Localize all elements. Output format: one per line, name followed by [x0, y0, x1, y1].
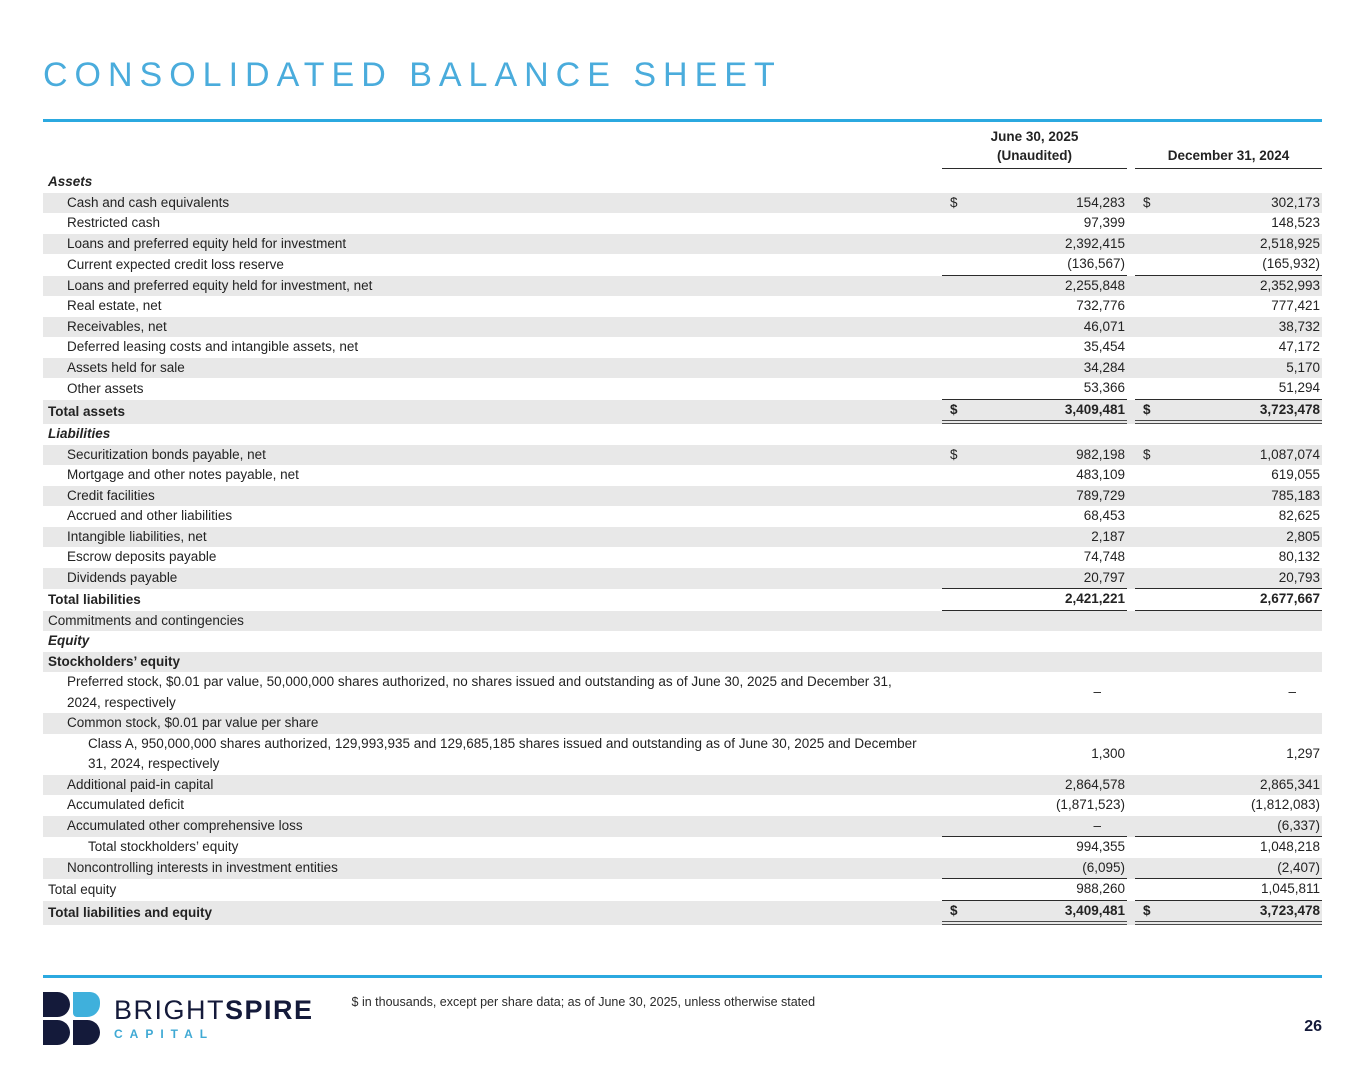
value-cell [1135, 172, 1322, 193]
table-row [43, 901, 1322, 926]
row-label: Assets [48, 174, 93, 189]
row-label: Equity [48, 633, 90, 648]
value-cell [1135, 276, 1322, 297]
table-row [43, 445, 1322, 466]
value: 2,865,341 [1259, 776, 1320, 792]
value-cell [942, 611, 1127, 632]
table-row [43, 879, 1322, 901]
value-cell [942, 193, 1127, 214]
value: 5,170 [1286, 359, 1320, 375]
top-divider [43, 119, 1322, 122]
value: 732,776 [1076, 298, 1125, 313]
value-cell [1135, 486, 1322, 507]
value-cell [1135, 611, 1322, 632]
table-row [43, 652, 1322, 673]
row-label: Credit facilities [67, 487, 155, 503]
table-row [43, 465, 1322, 486]
row-label: Liabilities [48, 426, 111, 441]
value: 20,797 [1083, 569, 1125, 585]
value-cell [1135, 193, 1322, 214]
brightspire-logo-icon [43, 992, 100, 1045]
dollar-sign: $ [1143, 902, 1151, 918]
row-label: Accumulated other comprehensive loss [67, 818, 303, 833]
value: 82,625 [1278, 508, 1320, 523]
dollar-sign: $ [1143, 401, 1151, 417]
value-cell [942, 317, 1127, 338]
value: 47,172 [1278, 339, 1320, 354]
column-header-june-2025 [942, 125, 1127, 169]
dollar-sign: $ [950, 194, 958, 210]
value-cell [942, 713, 1127, 734]
brand-subtitle: CAPITAL [114, 1027, 215, 1041]
value-cell [942, 547, 1127, 568]
row-label: Intangible liabilities, net [67, 528, 207, 544]
value: 38,732 [1278, 318, 1320, 334]
value-cell [1135, 465, 1322, 486]
table-row [43, 276, 1322, 297]
table-row [43, 296, 1322, 317]
value-cell [942, 589, 1127, 611]
value-cell [1135, 234, 1322, 255]
value-cell [942, 631, 1127, 652]
value: (1,871,523) [1055, 797, 1125, 812]
value-cell [1135, 858, 1322, 880]
row-label: Loans and preferred equity held for investment [67, 235, 347, 251]
page-number: 26 [1304, 1018, 1322, 1035]
value-cell [942, 858, 1127, 880]
row-label: Real estate, net [67, 298, 162, 313]
table-row [43, 378, 1322, 400]
column-header-line2: (Unaudited) [997, 148, 1072, 163]
row-label: Loans and preferred equity held for investment, net [67, 277, 373, 293]
table-row [43, 858, 1322, 880]
value: 51,294 [1278, 380, 1320, 395]
value-cell [1135, 589, 1322, 611]
value-cell [1135, 672, 1322, 713]
table-row [43, 254, 1322, 276]
page-footer [43, 986, 1322, 1045]
value: 74,748 [1083, 549, 1125, 564]
column-header-line1: June 30, 2025 [990, 129, 1079, 144]
value: 68,453 [1083, 508, 1125, 523]
table-row [43, 193, 1322, 214]
value: 1,048,218 [1259, 839, 1320, 854]
table-row [43, 672, 1322, 713]
row-label: Total stockholders’ equity [88, 839, 239, 854]
value-cell [1135, 424, 1322, 445]
value-cell [1135, 879, 1322, 901]
value-cell [1135, 506, 1322, 527]
value: 2,421,221 [1064, 591, 1125, 606]
value: 777,421 [1271, 298, 1320, 313]
value-cell [1135, 775, 1322, 796]
value: 483,109 [1076, 467, 1125, 482]
value-cell [942, 254, 1127, 276]
value-cell [1135, 713, 1322, 734]
table-row [43, 213, 1322, 234]
value: 80,132 [1278, 549, 1320, 564]
row-label: Restricted cash [67, 215, 161, 230]
value-cell [1135, 337, 1322, 358]
value: 35,454 [1083, 339, 1125, 354]
logo-shape-top-left [43, 992, 70, 1017]
table-row [43, 795, 1322, 816]
value: 619,055 [1271, 467, 1320, 482]
brightspire-logo [43, 992, 314, 1045]
value: 3,723,478 [1259, 902, 1320, 918]
row-label: Accrued and other liabilities [67, 508, 233, 523]
value-cell [942, 795, 1127, 816]
value-cell [942, 400, 1127, 425]
row-label: Other assets [67, 380, 144, 396]
value-cell [1135, 317, 1322, 338]
logo-shape-bottom-right [73, 1020, 100, 1045]
value-cell [1135, 837, 1322, 858]
value: 2,187 [1091, 528, 1125, 544]
value-cell [942, 486, 1127, 507]
value-cell [942, 506, 1127, 527]
header-label-spacer [43, 125, 934, 169]
table-row [43, 837, 1322, 858]
value-cell [1135, 213, 1322, 234]
value: – [1093, 817, 1101, 833]
value-cell [1135, 631, 1322, 652]
value-cell [942, 527, 1127, 548]
value: 789,729 [1076, 487, 1125, 503]
logo-shape-top-right [73, 992, 100, 1017]
value: 2,864,578 [1064, 776, 1125, 792]
row-label: Cash and cash equivalents [67, 194, 230, 210]
table-body [43, 172, 1322, 925]
row-label: Total liabilities [48, 591, 141, 607]
value-cell [1135, 527, 1322, 548]
row-label: Accumulated deficit [67, 797, 185, 812]
value-cell [942, 296, 1127, 317]
value: 20,793 [1278, 569, 1320, 585]
value-cell [942, 172, 1127, 193]
value-cell [1135, 795, 1322, 816]
value: (2,407) [1277, 859, 1320, 875]
value-cell [942, 672, 1127, 713]
value-cell [1135, 816, 1322, 838]
balance-sheet-table [43, 125, 1322, 925]
value-cell [942, 879, 1127, 901]
value-cell [942, 734, 1127, 775]
table-row [43, 713, 1322, 734]
value-cell [942, 465, 1127, 486]
value-cell [1135, 652, 1322, 673]
value-cell [942, 837, 1127, 858]
value: (1,812,083) [1250, 797, 1320, 812]
value: 46,071 [1083, 318, 1125, 334]
brand-part-bright: BRIGHT [114, 995, 226, 1025]
value: 302,173 [1271, 194, 1320, 210]
row-label: Assets held for sale [67, 359, 185, 375]
value: 2,352,993 [1259, 277, 1320, 293]
row-label: Total equity [48, 881, 117, 897]
value-cell [942, 775, 1127, 796]
table-row [43, 506, 1322, 527]
value: 1,297 [1286, 745, 1320, 761]
table-row [43, 547, 1322, 568]
logo-wordmark [114, 996, 314, 1041]
value-cell [942, 337, 1127, 358]
footnote-text: $ in thousands, except per share data; as of June 30, 2025, unless otherwise stated [351, 995, 816, 1009]
value-cell [1135, 734, 1322, 775]
value-cell [1135, 445, 1322, 466]
value: 3,409,481 [1064, 902, 1125, 918]
value-cell [942, 901, 1127, 926]
value-cell [942, 234, 1127, 255]
table-row [43, 234, 1322, 255]
value: (6,337) [1277, 817, 1320, 833]
value: 1,045,811 [1260, 881, 1320, 896]
value-cell [942, 445, 1127, 466]
value: 2,805 [1286, 528, 1320, 544]
table-row [43, 611, 1322, 632]
value-cell [1135, 296, 1322, 317]
row-label: Stockholders’ equity [48, 653, 181, 669]
value-cell [1135, 358, 1322, 379]
value-cell [1135, 400, 1322, 425]
value-cell [942, 378, 1127, 400]
value: 988,260 [1076, 881, 1125, 896]
row-label: Commitments and contingencies [48, 612, 244, 628]
row-label: Dividends payable [67, 570, 178, 585]
value-cell [942, 568, 1127, 590]
row-label: Class A, 950,000,000 shares authorized, 129,993,935 and 129,685,185 shares issued and outstanding as of June 30, 2025 and December 31, 2024, respectively [88, 735, 917, 771]
dollar-sign: $ [950, 401, 958, 417]
value: 154,283 [1076, 194, 1125, 210]
table-row [43, 631, 1322, 652]
column-header-december-2024 [1135, 125, 1322, 169]
table-row [43, 589, 1322, 611]
row-label: Common stock, $0.01 par value per share [67, 715, 319, 730]
table-row [43, 816, 1322, 838]
table-row [43, 317, 1322, 338]
dollar-sign: $ [1143, 446, 1151, 462]
logo-shape-bottom-left [43, 1020, 70, 1045]
value-cell [942, 276, 1127, 297]
value: 34,284 [1083, 359, 1125, 375]
row-label: Receivables, net [67, 318, 167, 334]
value: 53,366 [1083, 380, 1125, 395]
table-header-row [43, 125, 1322, 169]
row-label: Noncontrolling interests in investment entities [67, 860, 338, 875]
value: 97,399 [1083, 215, 1125, 230]
row-label: Total assets [48, 403, 126, 419]
value-cell [942, 816, 1127, 838]
row-label: Escrow deposits payable [67, 549, 217, 564]
value-cell [942, 358, 1127, 379]
value-cell [1135, 378, 1322, 400]
brand-part-spire: SPIRE [225, 995, 314, 1025]
value: 1,300 [1091, 745, 1125, 761]
value: 3,409,481 [1064, 401, 1125, 417]
value: 3,723,478 [1259, 401, 1320, 417]
value-cell [1135, 568, 1322, 590]
value: 994,355 [1076, 839, 1125, 854]
dollar-sign: $ [950, 446, 958, 462]
row-label: Mortgage and other notes payable, net [67, 467, 299, 482]
value-cell [1135, 901, 1322, 926]
table-row [43, 358, 1322, 379]
value: 982,198 [1076, 446, 1125, 462]
value: – [1288, 684, 1296, 700]
value: 2,518,925 [1259, 235, 1320, 251]
page-title: CONSOLIDATED BALANCE SHEET [43, 56, 782, 94]
row-label: Deferred leasing costs and intangible assets, net [67, 339, 359, 354]
table-row [43, 337, 1322, 358]
row-label: Current expected credit loss reserve [67, 256, 284, 272]
table-row [43, 775, 1322, 796]
value-cell [942, 652, 1127, 673]
column-header-line1: December 31, 2024 [1167, 148, 1290, 163]
row-label: Securitization bonds payable, net [67, 446, 266, 462]
value: (136,567) [1067, 256, 1125, 271]
value: 1,087,074 [1259, 446, 1320, 462]
row-label: Preferred stock, $0.01 par value, 50,000,000 shares authorized, no shares issued and outstanding as of June 30, 2025 and December 31, 2024, respectively [67, 674, 892, 710]
dollar-sign: $ [950, 902, 958, 918]
value-cell [942, 424, 1127, 445]
value: (165,932) [1262, 256, 1320, 271]
table-row [43, 172, 1322, 193]
table-row [43, 527, 1322, 548]
value-cell [942, 213, 1127, 234]
row-label: Additional paid-in capital [67, 776, 214, 792]
row-label: Total liabilities and equity [48, 904, 213, 920]
brand-name [114, 996, 314, 1024]
table-row [43, 734, 1322, 775]
value-cell [1135, 254, 1322, 276]
value: 2,392,415 [1064, 235, 1125, 251]
value: (6,095) [1082, 859, 1125, 875]
table-row [43, 424, 1322, 445]
value: 2,677,667 [1259, 591, 1320, 606]
value: 148,523 [1271, 215, 1320, 230]
table-row [43, 568, 1322, 590]
table-row [43, 400, 1322, 425]
value: – [1093, 684, 1101, 700]
dollar-sign: $ [1143, 194, 1151, 210]
value: 785,183 [1271, 487, 1320, 503]
table-row [43, 486, 1322, 507]
value-cell [1135, 547, 1322, 568]
bottom-divider [43, 975, 1322, 978]
value: 2,255,848 [1064, 277, 1125, 293]
balance-sheet-page [0, 56, 1365, 1080]
